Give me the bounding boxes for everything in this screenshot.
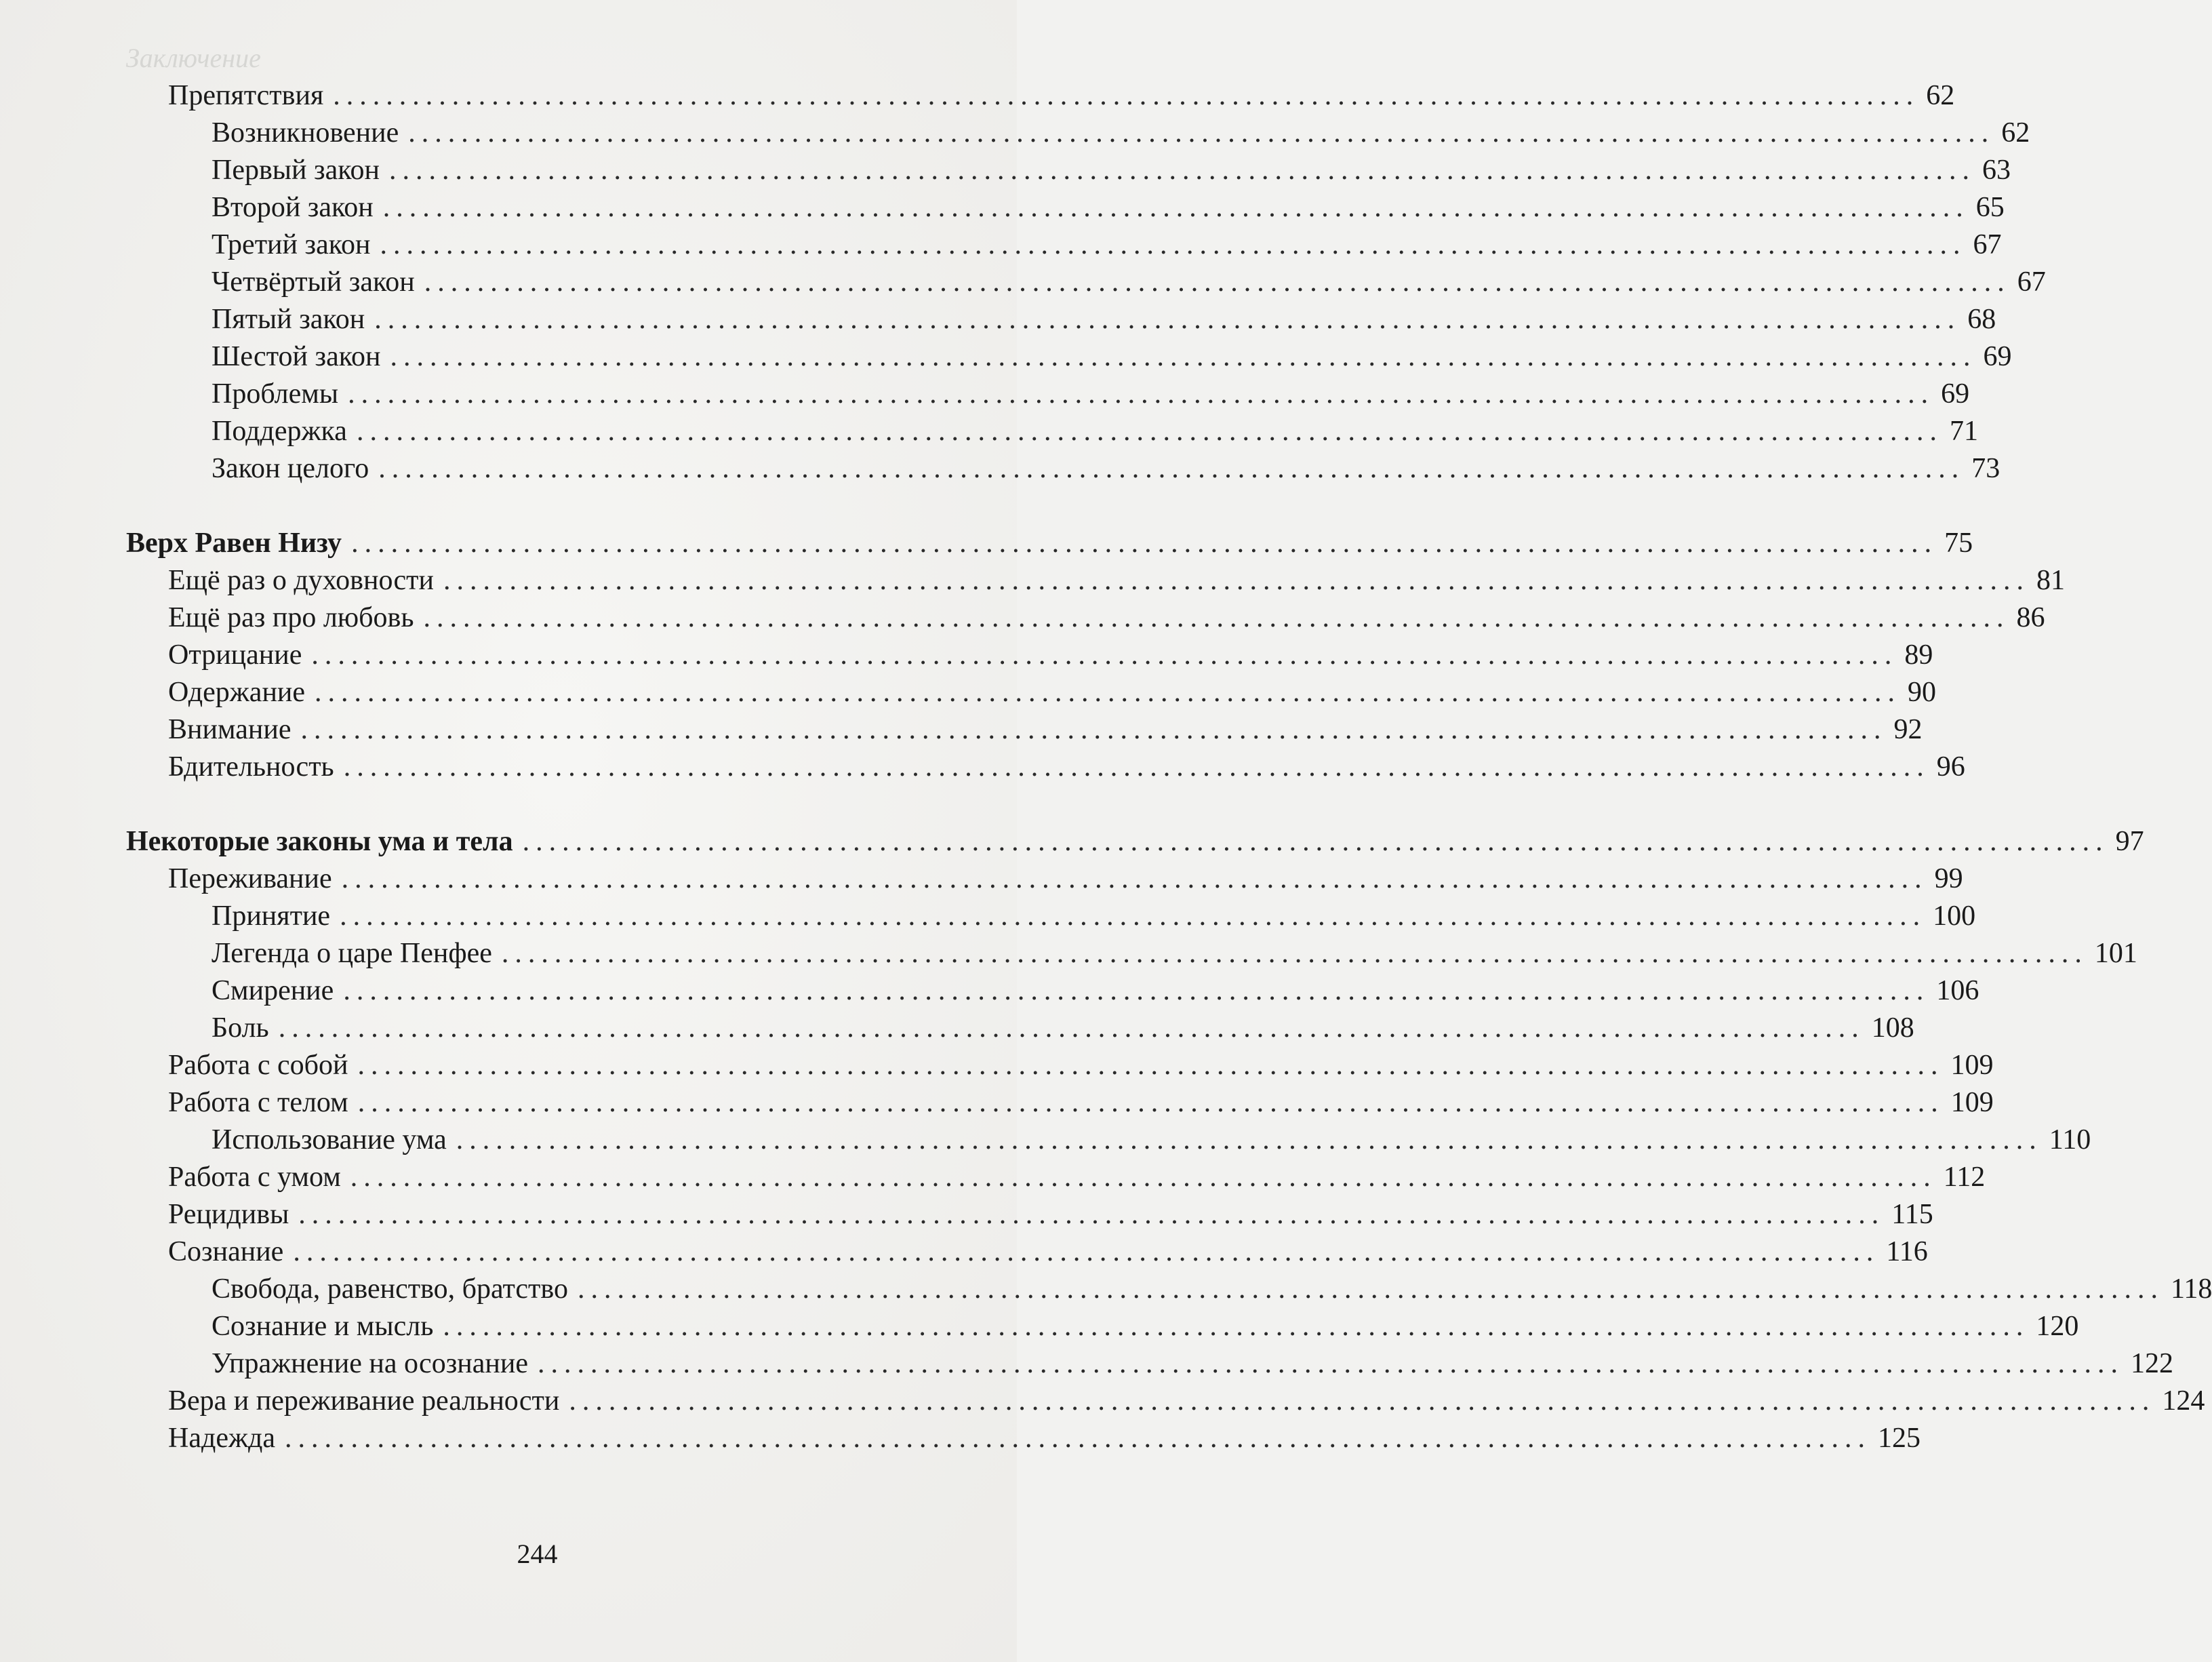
- toc-entry: [212, 451, 2000, 486]
- toc-leader-dots: ........................................................................................................................: [390, 341, 1977, 372]
- toc-entry: [212, 414, 1978, 449]
- toc-entry-page: 86: [2016, 602, 2045, 633]
- toc-entry: [212, 1271, 2212, 1307]
- toc-entry: [168, 1048, 1994, 1083]
- toc-entry: [168, 1085, 1994, 1120]
- toc-leader-dots: ........................................................................................................................: [343, 751, 1930, 783]
- toc-leader-dots: ........................................................................................................................: [278, 1012, 1865, 1044]
- toc-entry-page: 115: [1891, 1199, 1933, 1230]
- toc-entry-page: 110: [2049, 1124, 2091, 1155]
- toc-leader-dots: ........................................................................................................................: [357, 1050, 1944, 1081]
- toc-entry-title: Третий закон: [212, 229, 371, 260]
- toc-entry: [126, 526, 1973, 561]
- toc-entry-title: Ещё раз про любовь: [168, 602, 414, 633]
- toc-leader-dots: ........................................................................................................................: [315, 677, 1902, 708]
- toc-entry: [212, 1346, 2174, 1381]
- toc-entry-page: 101: [2094, 938, 2137, 969]
- toc-entry: [168, 1160, 1986, 1195]
- toc-entry: [212, 302, 1996, 337]
- toc-entry: [212, 264, 2046, 300]
- toc-entry-page: 116: [1886, 1236, 1928, 1267]
- toc-entry: [212, 115, 2030, 151]
- toc-entry-page: 90: [1908, 677, 1937, 708]
- toc-entry-title: Надежда: [168, 1423, 276, 1454]
- toc-entry-page: 69: [1983, 341, 2012, 372]
- toc-entry: [168, 861, 1963, 896]
- toc-entry-title: Отрицание: [168, 639, 302, 671]
- toc-entry-title: Закон целого: [212, 453, 369, 484]
- toc-leader-dots: ........................................................................................................................: [300, 714, 1887, 745]
- toc-entry: [168, 563, 2065, 598]
- toc-entry: [212, 339, 2012, 374]
- toc-entry-page: 62: [2001, 117, 2030, 149]
- toc-entry: [168, 712, 1923, 747]
- toc-entry-title: Принятие: [212, 901, 331, 932]
- toc-entry-page: 125: [1878, 1423, 1921, 1454]
- toc-entry: [168, 1197, 1933, 1232]
- toc-entry-page: 109: [1950, 1050, 1994, 1081]
- toc-entry: [212, 227, 2002, 262]
- toc-leader-dots: ........................................................................................................................: [538, 1348, 2125, 1379]
- toc-leader-dots: ........................................................................................................................: [378, 453, 1965, 484]
- toc-entry-page: 65: [1975, 192, 2005, 223]
- toc-leader-dots: ........................................................................................................................: [408, 117, 1995, 149]
- toc-leader-dots: ........................................................................................................................: [388, 155, 1975, 186]
- toc-entry-page: 97: [2115, 826, 2144, 857]
- toc-entry-page: 122: [2131, 1348, 2174, 1379]
- toc-entry-title: Поддержка: [212, 416, 347, 447]
- toc-entry-page: 68: [1967, 304, 1996, 335]
- toc-entry: [212, 898, 1976, 934]
- toc-entry-page: 63: [1982, 155, 2011, 186]
- toc-entry-title: Работа с умом: [168, 1162, 341, 1193]
- toc-entry-title: Использование ума: [212, 1124, 447, 1155]
- toc-entry-title: Проблемы: [212, 378, 339, 410]
- toc-entry-title: Сознание: [168, 1236, 284, 1267]
- toc-entry-title: Сознание и мысль: [212, 1311, 434, 1342]
- toc-entry-title: Вера и переживание реальности: [168, 1385, 560, 1417]
- toc-leader-dots: ........................................................................................................................: [443, 565, 2030, 596]
- toc-entry-title: Пятый закон: [212, 304, 365, 335]
- toc-entry-title: Ещё раз о духовности: [168, 565, 434, 596]
- toc-entry-title: Бдительность: [168, 751, 334, 783]
- toc-entry-title: Препятствия: [168, 80, 324, 111]
- toc-leader-dots: ........................................................................................................................: [340, 901, 1927, 932]
- toc-entry-page: 92: [1893, 714, 1923, 745]
- toc-entry: [168, 1421, 1921, 1456]
- toc-entry-title: Второй закон: [212, 192, 374, 223]
- toc-leader-dots: ........................................................................................................................: [423, 602, 2010, 633]
- toc-entry-title: Внимание: [168, 714, 291, 745]
- toc-leader-dots: ........................................................................................................................: [424, 266, 2011, 298]
- toc-entry-page: 71: [1949, 416, 1978, 447]
- toc-leader-dots: ........................................................................................................................: [382, 192, 1969, 223]
- toc-entry-page: 89: [1904, 639, 1933, 671]
- toc-leader-dots: ........................................................................................................................: [577, 1273, 2164, 1305]
- toc-entry-title: Смирение: [212, 975, 334, 1006]
- toc-entry-page: 62: [1926, 80, 1955, 111]
- toc-entry-page: 75: [1944, 528, 1973, 559]
- toc-leader-dots: ........................................................................................................................: [285, 1423, 1872, 1454]
- toc-entry: [168, 600, 2045, 635]
- toc-entry-title: Работа с собой: [168, 1050, 348, 1081]
- toc-entry: [212, 1309, 2079, 1344]
- toc-entry-title: Легенда о царе Пенфее: [212, 938, 492, 969]
- toc-entry-page: 108: [1871, 1012, 1914, 1044]
- toc-leader-dots: ........................................................................................................................: [380, 229, 1967, 260]
- toc-entry-title: Возникновение: [212, 117, 399, 149]
- toc-entry: [212, 376, 1970, 412]
- toc-entry-page: 120: [2036, 1311, 2079, 1342]
- toc-entry-title: Четвёртый закон: [212, 266, 415, 298]
- toc-leader-dots: ........................................................................................................................: [311, 639, 1898, 671]
- toc-entry-page: 73: [1971, 453, 2000, 484]
- toc-leader-dots: ........................................................................................................................: [293, 1236, 1880, 1267]
- toc-entry: [212, 1122, 2091, 1158]
- toc-leader-dots: ........................................................................................................................: [348, 378, 1935, 410]
- toc-leader-dots: ........................................................................................................................: [569, 1385, 2156, 1417]
- toc-entry: [168, 78, 1955, 113]
- toc-entry: [168, 1383, 2205, 1419]
- toc-leader-dots: ........................................................................................................................: [456, 1124, 2043, 1155]
- toc-entry-title: Работа с телом: [168, 1087, 348, 1118]
- toc-entry: [212, 1010, 1914, 1046]
- toc-entry-page: 67: [2017, 266, 2046, 298]
- toc-leader-dots: ........................................................................................................................: [351, 528, 1938, 559]
- toc-entry-page: 109: [1950, 1087, 1994, 1118]
- toc-leader-dots: ........................................................................................................................: [350, 1162, 1937, 1193]
- toc-leader-dots: ........................................................................................................................: [333, 80, 1920, 111]
- toc-entry-title: Упражнение на осознание: [212, 1348, 529, 1379]
- toc-entry-page: 81: [2036, 565, 2065, 596]
- toc-leader-dots: ........................................................................................................................: [356, 416, 1943, 447]
- toc-leader-dots: ........................................................................................................................: [374, 304, 1961, 335]
- toc-leader-dots: ........................................................................................................................: [501, 938, 2088, 969]
- toc-entry-page: 67: [1973, 229, 2002, 260]
- toc-entry-page: 106: [1936, 975, 1979, 1006]
- toc-entry: [212, 973, 1979, 1008]
- toc-entry-title: Свобода, равенство, братство: [212, 1273, 568, 1305]
- toc-entry-page: 100: [1933, 901, 1976, 932]
- toc-entry-page: 118: [2170, 1273, 2212, 1305]
- show-through-header: Заключение: [126, 43, 261, 73]
- toc-leader-dots: ........................................................................................................................: [443, 1311, 2030, 1342]
- toc-entry-page: 69: [1941, 378, 1970, 410]
- toc-entry: [168, 675, 1937, 710]
- toc-entry-title: Переживание: [168, 863, 332, 894]
- toc-entry: [168, 1234, 1928, 1269]
- toc-entry-title: Некоторые законы ума и тела: [126, 826, 513, 857]
- toc-entry-page: 99: [1934, 863, 1963, 894]
- toc-entry: [212, 190, 2005, 225]
- toc-entry-title: Боль: [212, 1012, 269, 1044]
- toc-entry-title: Шестой закон: [212, 341, 381, 372]
- toc-entry: [212, 153, 2011, 188]
- toc-leader-dots: ........................................................................................................................: [357, 1087, 1944, 1118]
- page-number: 244: [517, 1539, 558, 1569]
- toc-entry-title: Первый закон: [212, 155, 380, 186]
- toc-leader-dots: ........................................................................................................................: [341, 863, 1928, 894]
- toc-entry: [212, 936, 2137, 971]
- toc-leader-dots: ........................................................................................................................: [298, 1199, 1885, 1230]
- toc-entry-page: 112: [1943, 1162, 1986, 1193]
- toc-entry-page: 96: [1936, 751, 1965, 783]
- toc-entry: [168, 749, 1965, 785]
- toc-entry-page: 124: [2162, 1385, 2205, 1417]
- toc-entry-title: Рецидивы: [168, 1199, 289, 1230]
- toc-entry: [126, 824, 2144, 859]
- toc-entry-title: Одержание: [168, 677, 306, 708]
- toc-leader-dots: ........................................................................................................................: [343, 975, 1930, 1006]
- toc-leader-dots: ........................................................................................................................: [522, 826, 2109, 857]
- toc-entry-title: Верх Равен Низу: [126, 528, 342, 559]
- toc-entry: [168, 637, 1933, 673]
